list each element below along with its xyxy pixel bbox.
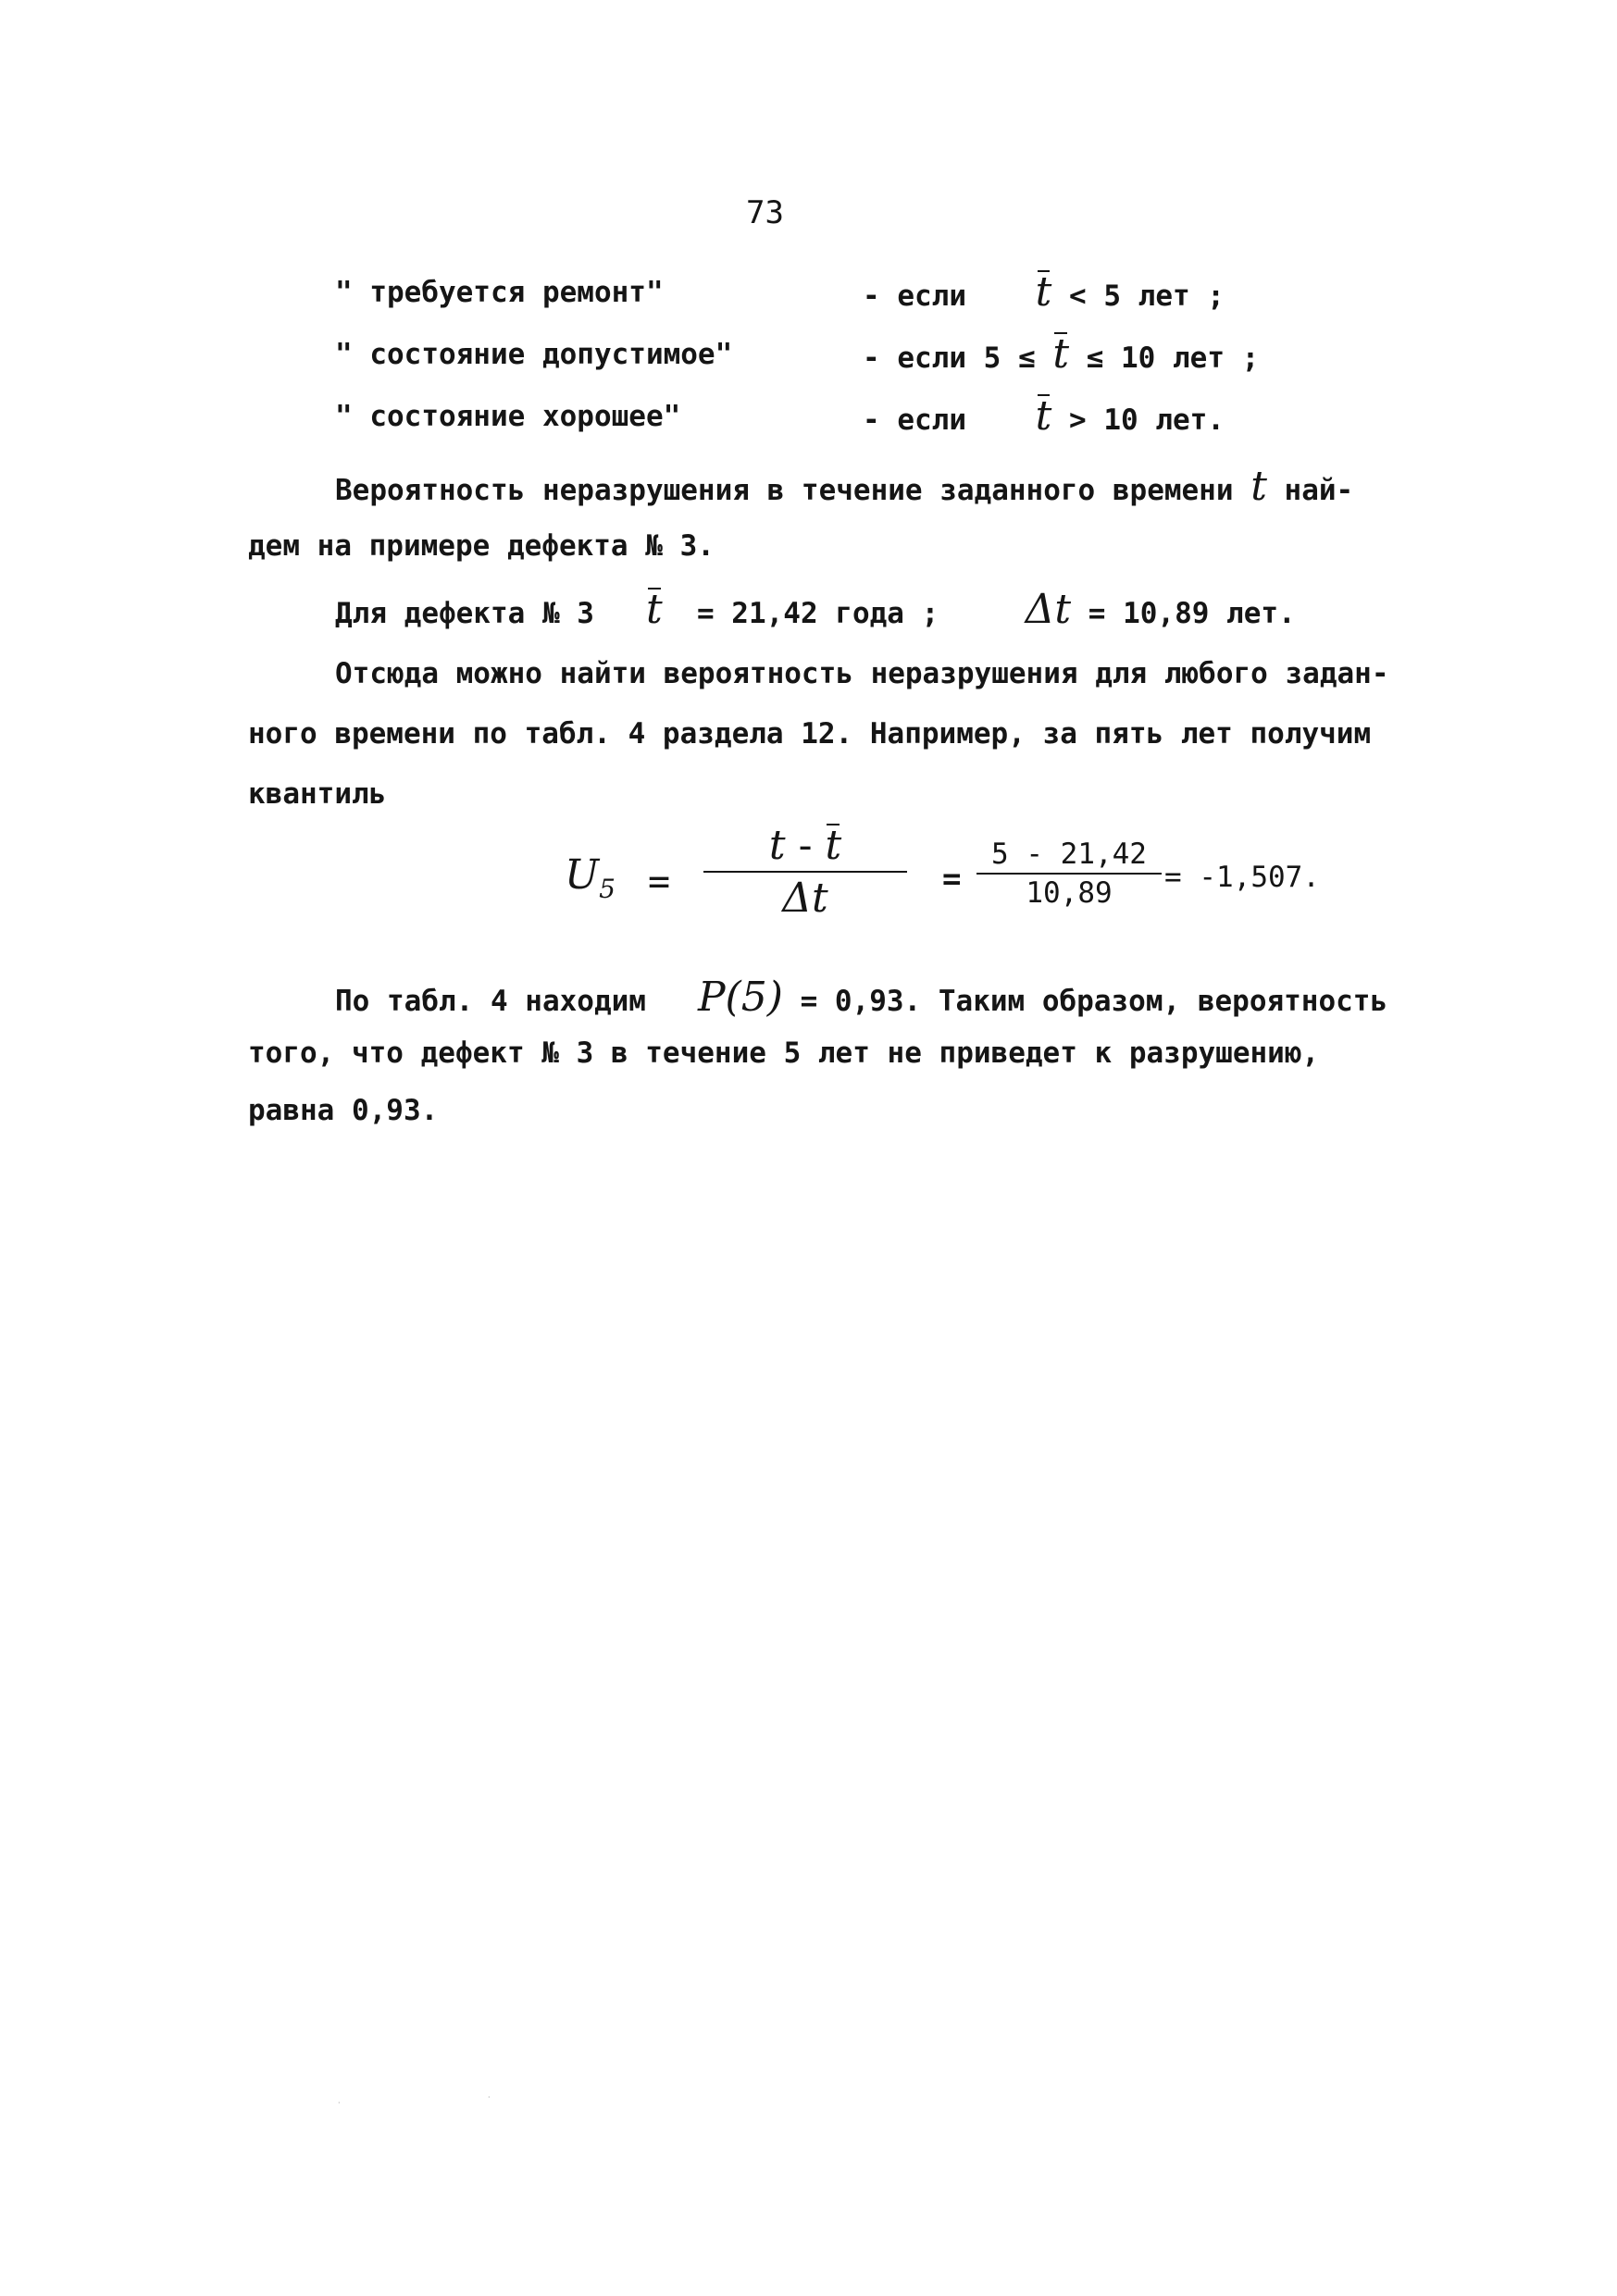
paragraph2-line1: Отсюда можно найти вероятность неразрушения для любого задан- [335, 657, 1389, 690]
t-bar-symbol: t [1035, 392, 1052, 440]
defect-line [335, 586, 1296, 633]
criterion-prefix: - если [863, 403, 966, 437]
formula-symbolic-fraction [703, 822, 907, 922]
t-symbol: t [1250, 463, 1267, 510]
p5-symbol: P(5) [697, 974, 783, 1021]
u-symbol: U [565, 851, 600, 899]
t-bar-symbol: t [1035, 268, 1052, 316]
u-subscript: 5 [599, 873, 616, 904]
paragraph3-line3: равна 0,93. [248, 1094, 439, 1127]
criterion-condition-text: ≤ 10 лет ; [1086, 341, 1260, 375]
symbolic-numerator [703, 822, 907, 869]
criterion-condition-text: > 10 лет. [1069, 403, 1225, 437]
formula-result: = -1,507. [1164, 861, 1320, 894]
numerator-t-bar: t [825, 822, 842, 869]
paragraph3-line2: того, что дефект № 3 в течение 5 лет не приведет к разрушению, [248, 1036, 1320, 1070]
criterion-label-acceptable: " состояние допустимое" [335, 338, 733, 371]
numerator-t: t [768, 822, 786, 869]
t-bar-symbol: t [1052, 330, 1069, 378]
t-bar-symbol: t [645, 586, 663, 633]
formula-lhs [565, 851, 616, 904]
criterion-label-repair: " требуется ремонт" [335, 276, 664, 309]
fraction-rule [703, 871, 907, 873]
paragraph1-line2: дем на примере дефекта № 3. [248, 529, 715, 563]
formula-numeric-fraction [976, 838, 1162, 910]
paragraph3-line1 [335, 974, 1387, 1021]
numeric-denominator: 10,89 [1026, 876, 1113, 910]
page-number: 73 [746, 194, 784, 231]
criterion-prefix: - если 5 ≤ [863, 341, 1036, 375]
paragraph1-text-b: най- [1284, 474, 1354, 507]
numeric-numerator: 5 - 21,42 [991, 838, 1147, 871]
t-bar-value: = 21,42 года ; [696, 597, 939, 630]
defect-line-prefix: Для дефекта № 3 [335, 597, 594, 630]
symbolic-denominator: Δt [782, 875, 828, 922]
numerator-minus: - [798, 822, 813, 869]
delta-t-value: = 10,89 лет. [1088, 597, 1296, 630]
criterion-condition-acceptable [863, 330, 1259, 378]
paragraph2-line2: ного времени по табл. 4 раздела 12. Например, за пять лет получим [248, 717, 1372, 751]
criterion-condition-text: < 5 лет ; [1069, 279, 1225, 313]
delta-t-symbol: Δt [1025, 586, 1072, 633]
criterion-condition-good [863, 392, 1225, 440]
paragraph2-line3: квантиль [248, 777, 387, 811]
scan-mark-left: · [338, 2099, 341, 2107]
paragraph3-text-b: = 0,93. Таким образом, вероятность [800, 985, 1388, 1018]
criterion-label-good: " состояние хорошее" [335, 400, 681, 433]
formula-equals: = [648, 861, 671, 903]
numeric-fraction-rule [976, 873, 1162, 875]
criterion-condition-repair [863, 268, 1225, 316]
paragraph1-text-a: Вероятность неразрушения в течение заданного времени [335, 474, 1234, 507]
criterion-prefix: - если [863, 279, 966, 313]
paragraph1-line1 [335, 463, 1353, 510]
formula-equals-2: = [942, 861, 962, 898]
paragraph3-text-a: По табл. 4 находим [335, 985, 646, 1018]
scan-mark-right: · [488, 2093, 491, 2102]
